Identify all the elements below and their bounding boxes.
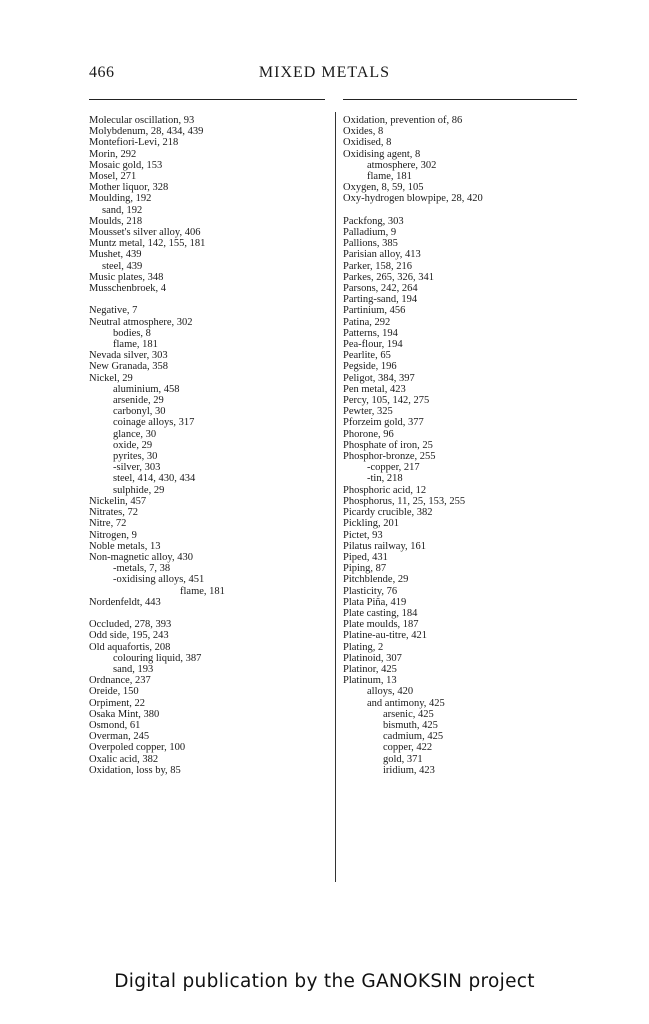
index-subentry: sulphide, 29 xyxy=(113,484,165,496)
index-entry: Pen metal, 423 xyxy=(343,383,406,395)
header-rule-left xyxy=(89,99,325,100)
index-entry: Phosphorus, 11, 25, 153, 255 xyxy=(343,495,466,507)
index-subentry: copper, 422 xyxy=(383,742,433,754)
index-entry: Parting-sand, 194 xyxy=(343,294,418,306)
index-entry: Pewter, 325 xyxy=(343,406,393,418)
column-divider xyxy=(335,112,336,882)
index-column-left xyxy=(89,115,329,776)
index-entry: Occluded, 278, 393 xyxy=(89,619,172,631)
index-entry: Parkes, 265, 326, 341 xyxy=(343,271,434,283)
index-entry: Pictet, 93 xyxy=(343,529,383,541)
page-number: 466 xyxy=(89,64,115,81)
index-entry: Pickling, 201 xyxy=(343,518,400,530)
section-gap xyxy=(343,205,593,216)
index-entry: Molecular oscillation, 93 xyxy=(89,115,195,126)
index-entry: Partinium, 456 xyxy=(343,305,406,317)
index-subentry: carbonyl, 30 xyxy=(113,406,166,418)
index-entry: Pegside, 196 xyxy=(343,361,397,373)
index-subentry: steel, 439 xyxy=(102,260,143,272)
index-subentry: gold, 371 xyxy=(383,753,423,765)
index-entry: Packfong, 303 xyxy=(343,215,404,227)
index-entry: Mosel, 271 xyxy=(89,171,137,183)
index-entry: Mother liquor, 328 xyxy=(89,182,169,194)
index-entry: Percy, 105, 142, 275 xyxy=(343,395,430,407)
index-entry: Morin, 292 xyxy=(89,148,137,160)
index-entry: Oxidised, 8 xyxy=(343,137,392,149)
index-entry: Nevada silver, 303 xyxy=(89,350,168,362)
index-entry: Mushet, 439 xyxy=(89,249,142,261)
index-subentry: arsenide, 29 xyxy=(113,395,164,407)
index-subentry: oxide, 29 xyxy=(113,439,153,451)
index-entry: Nitre, 72 xyxy=(89,518,127,530)
index-entry: Palladium, 9 xyxy=(343,227,397,239)
index-entry: Muntz metal, 142, 155, 181 xyxy=(89,238,206,250)
index-entry: Moulds, 218 xyxy=(89,215,143,227)
index-entry: Oxidation, loss by, 85 xyxy=(89,764,181,776)
section-gap xyxy=(89,294,329,305)
index-entry: Noble metals, 13 xyxy=(89,540,161,552)
index-entry: Oxides, 8 xyxy=(343,126,384,138)
index-subentry: steel, 414, 430, 434 xyxy=(113,473,196,485)
index-entry: Phosphor-bronze, 255 xyxy=(343,451,436,463)
index-entry: Osaka Mint, 380 xyxy=(89,708,160,720)
index-entry: Picardy crucible, 382 xyxy=(343,507,433,519)
index-entry: Overpoled copper, 100 xyxy=(89,742,186,754)
section-gap xyxy=(89,608,329,619)
index-entry: Molybdenum, 28, 434, 439 xyxy=(89,126,204,138)
index-subentry: flame, 181 xyxy=(113,339,158,351)
index-entry: Pforzeim gold, 377 xyxy=(343,417,424,429)
index-entry: Pallions, 385 xyxy=(343,238,398,250)
index-subentry: sand, 192 xyxy=(102,204,143,216)
index-subentry: aluminium, 458 xyxy=(113,383,180,395)
index-entry: Non-magnetic alloy, 430 xyxy=(89,551,194,563)
index-subentry: bodies, 8 xyxy=(113,327,151,339)
index-entry: Patterns, 194 xyxy=(343,327,398,339)
index-subentry: iridium, 423 xyxy=(383,764,435,776)
index-entry: Montefiori-Levi, 218 xyxy=(89,137,179,149)
index-entry: Nordenfeldt, 443 xyxy=(89,596,161,608)
index-subentry: -copper, 217 xyxy=(367,462,420,474)
index-entry: Phosphoric acid, 12 xyxy=(343,484,427,496)
index-entry: Negative, 7 xyxy=(89,305,138,317)
index-entry: Parisian alloy, 413 xyxy=(343,249,421,261)
index-entry: Piped, 431 xyxy=(343,551,388,563)
index-entry: Plating, 2 xyxy=(343,641,384,653)
index-subentry: coinage alloys, 317 xyxy=(113,417,195,429)
index-entry: Piping, 87 xyxy=(343,563,387,575)
index-entry: Neutral atmosphere, 302 xyxy=(89,316,193,328)
index-entry: Oxy-hydrogen blowpipe, 28, 420 xyxy=(343,193,483,205)
index-entry: Pearlite, 65 xyxy=(343,350,391,362)
index-entry: Plate moulds, 187 xyxy=(343,619,419,631)
index-subentry: flame, 181 xyxy=(180,585,225,597)
index-entry: Oxidation, prevention of, 86 xyxy=(343,115,463,126)
index-entry: Music plates, 348 xyxy=(89,271,164,283)
index-subentry: glance, 30 xyxy=(113,428,157,440)
index-entry: Phosphate of iron, 25 xyxy=(343,439,433,451)
index-entry: Mousset's silver alloy, 406 xyxy=(89,227,201,239)
page-title: MIXED METALS xyxy=(258,64,391,81)
index-subentry: colouring liquid, 387 xyxy=(113,652,202,664)
index-subentry: cadmium, 425 xyxy=(383,731,444,743)
index-entry: Nickel, 29 xyxy=(89,372,133,384)
index-subentry: flame, 181 xyxy=(367,171,412,183)
index-subentry: alloys, 420 xyxy=(367,686,414,698)
index-entry: Odd side, 195, 243 xyxy=(89,630,169,642)
index-entry: Platinoid, 307 xyxy=(343,652,402,664)
index-subentry: arsenic, 425 xyxy=(383,708,434,720)
index-entry: Phorone, 96 xyxy=(343,428,394,440)
index-entry: Mosaic gold, 153 xyxy=(89,159,163,171)
index-entry: Parsons, 242, 264 xyxy=(343,283,418,295)
index-entry: Musschenbroek, 4 xyxy=(89,283,166,295)
index-entry: Old aquafortis, 208 xyxy=(89,641,171,653)
index-entry: Oxygen, 8, 59, 105 xyxy=(343,182,424,194)
index-entry: Oreide, 150 xyxy=(89,686,139,698)
index-entry: Peligot, 384, 397 xyxy=(343,372,415,384)
index-subentry: -tin, 218 xyxy=(367,473,403,485)
header-rule-right xyxy=(343,99,577,100)
index-entry: Overman, 245 xyxy=(89,731,150,743)
index-subentry: and antimony, 425 xyxy=(367,697,445,709)
index-entry: Patina, 292 xyxy=(343,316,391,328)
index-subentry: atmosphere, 302 xyxy=(367,159,437,171)
index-entry: Parker, 158, 216 xyxy=(343,260,412,272)
index-entry: Platinor, 425 xyxy=(343,663,397,675)
index-entry: Orpiment, 22 xyxy=(89,697,145,709)
index-entry: Nickelin, 457 xyxy=(89,495,147,507)
index-entry: Nitrates, 72 xyxy=(89,507,138,519)
index-entry: Plate casting, 184 xyxy=(343,607,418,619)
index-entry: Nitrogen, 9 xyxy=(89,529,137,541)
footer-credit: Digital publication by the GANOKSIN project xyxy=(114,971,535,992)
index-entry: Plata Piña, 419 xyxy=(343,596,407,608)
index-entry: Platinum, 13 xyxy=(343,675,397,687)
index-entry: Pitchblende, 29 xyxy=(343,574,409,586)
index-subentry: sand, 193 xyxy=(113,663,154,675)
index-entry: New Granada, 358 xyxy=(89,361,169,373)
index-entry: Oxalic acid, 382 xyxy=(89,753,159,765)
index-subentry: -metals, 7, 38 xyxy=(113,563,171,575)
index-entry: Platine-au-titre, 421 xyxy=(343,630,427,642)
index-entry: Oxidising agent, 8 xyxy=(343,148,421,160)
index-subentry: -oxidising alloys, 451 xyxy=(113,574,205,586)
index-entry: Plasticity, 76 xyxy=(343,585,398,597)
index-subentry: -silver, 303 xyxy=(113,462,161,474)
index-entry: Ordnance, 237 xyxy=(89,675,151,687)
index-subentry: pyrites, 30 xyxy=(113,451,158,463)
index-entry: Pea-flour, 194 xyxy=(343,339,403,351)
index-entry: Moulding, 192 xyxy=(89,193,152,205)
index-subentry: bismuth, 425 xyxy=(383,719,438,731)
index-column-right xyxy=(343,115,593,776)
index-entry: Osmond, 61 xyxy=(89,719,141,731)
index-entry: Pilatus railway, 161 xyxy=(343,540,427,552)
